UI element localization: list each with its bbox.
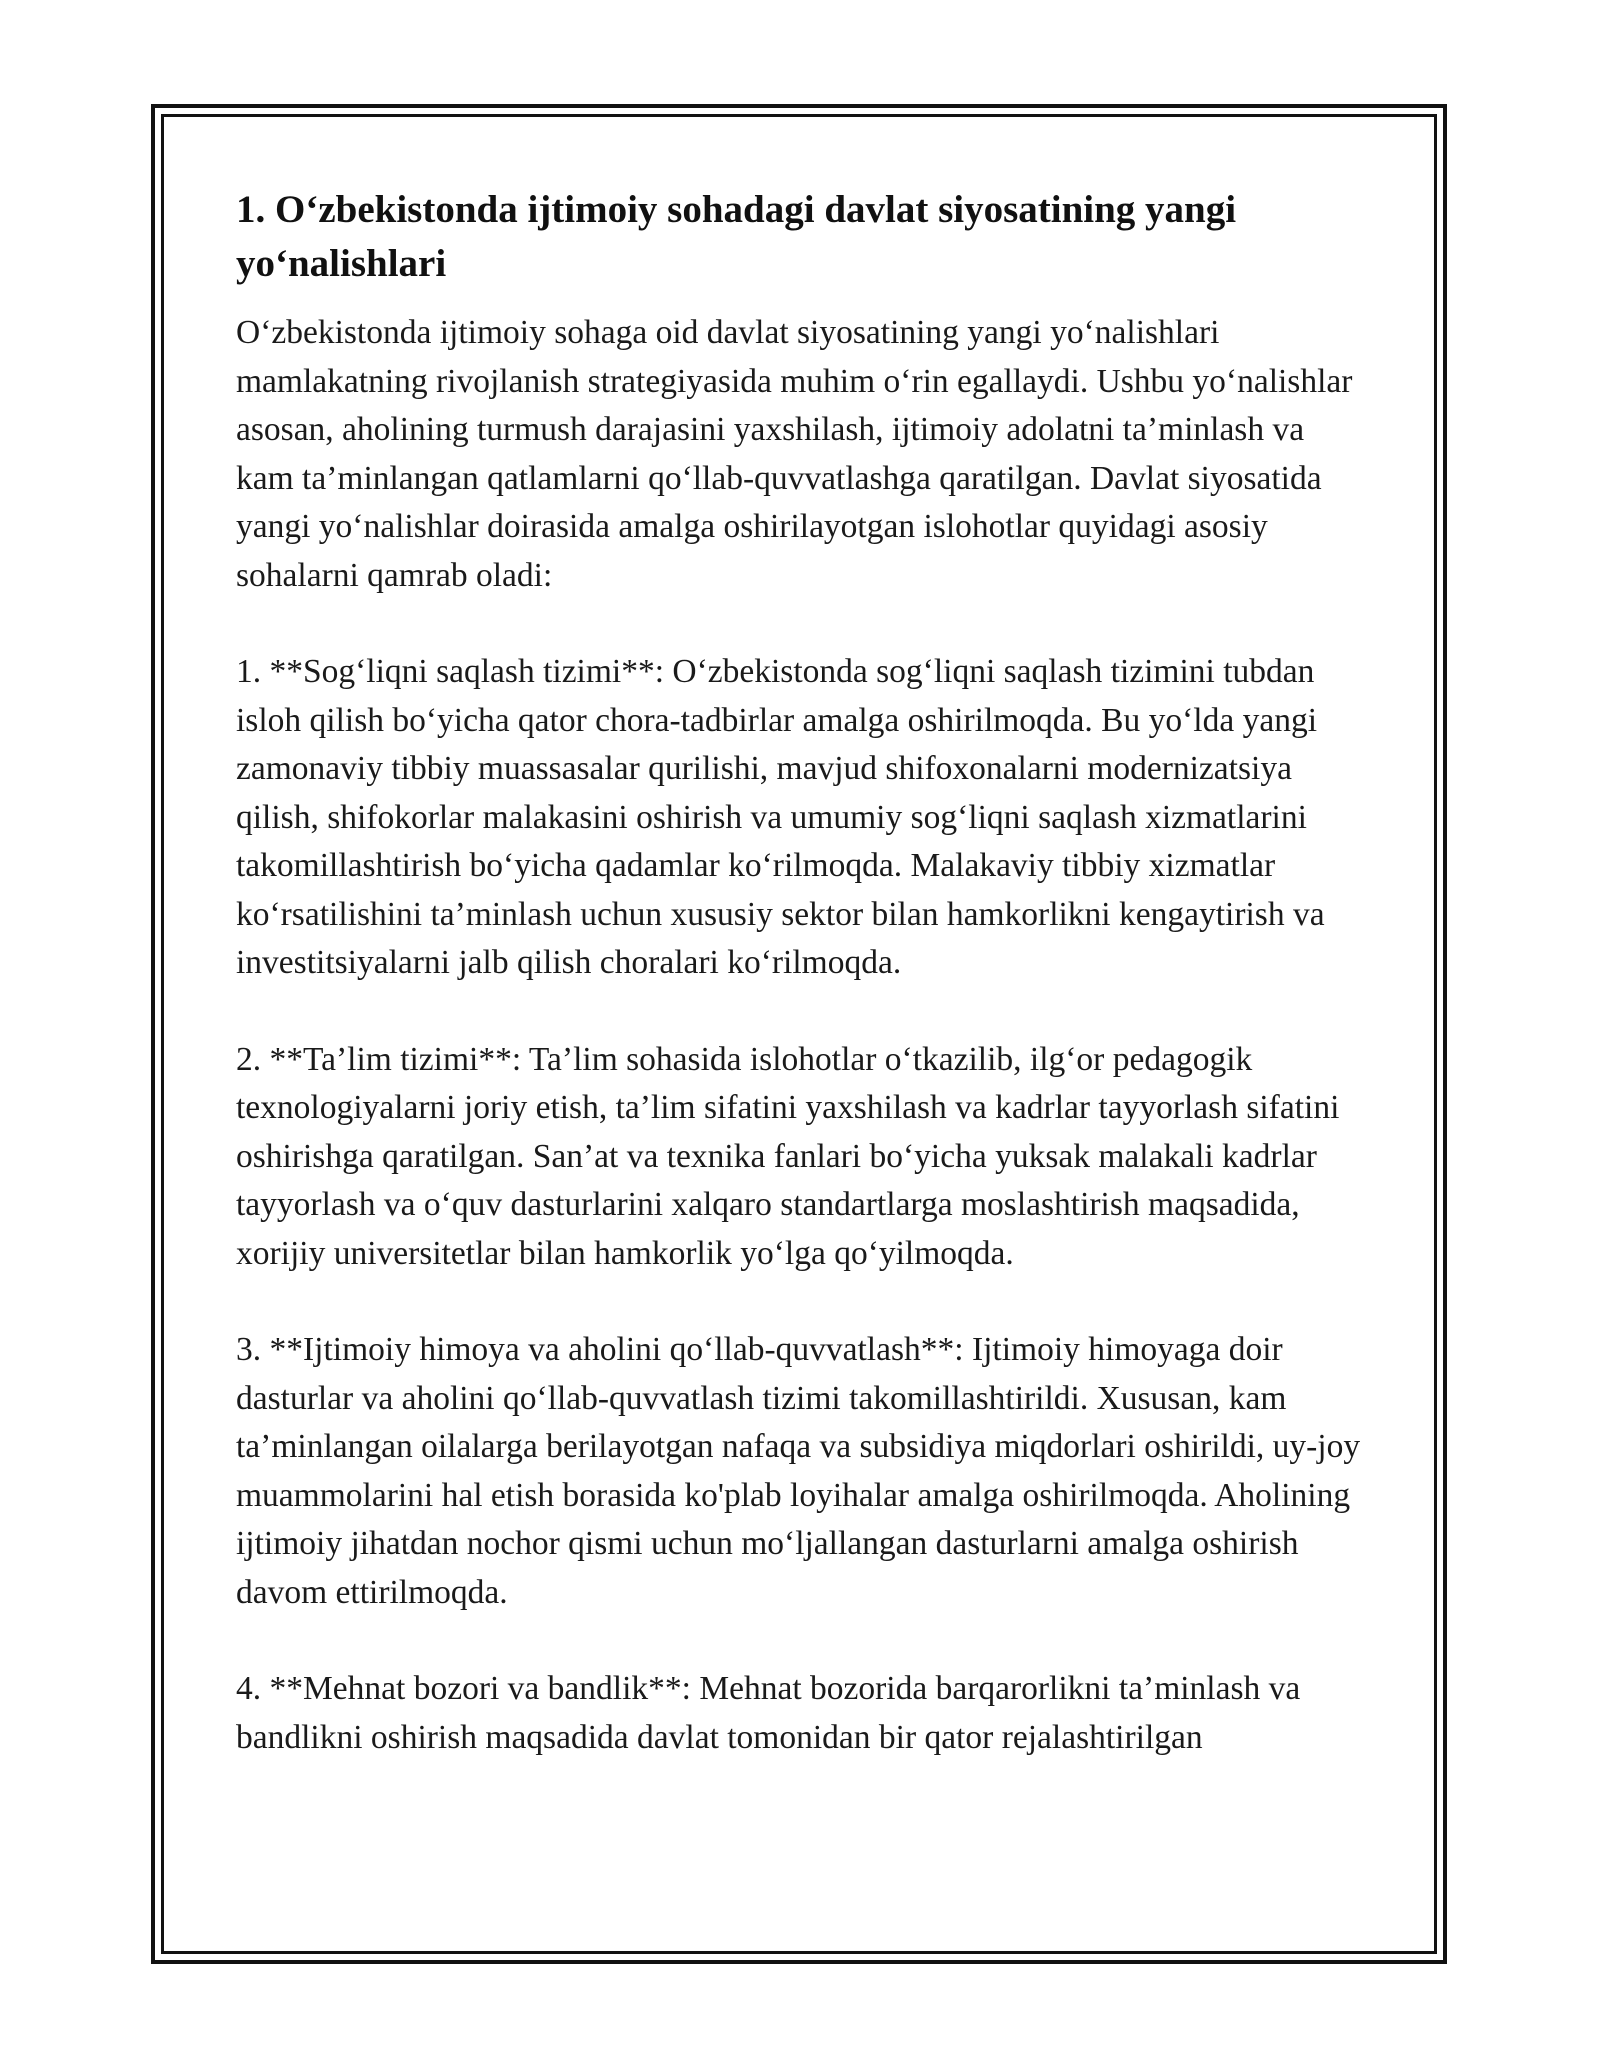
document-body bbox=[236, 183, 1366, 1762]
paragraph-healthcare: 1. **Sog‘liqni saqlash tizimi**: O‘zbekistonda sog‘liqni saqlash tizimini tubdan isloh qilish bo‘yicha qator chora-tadbirlar amalga oshirilmoqda. Bu yo‘lda yangi zamonaviy tibbiy muassasalar qurilishi, mavjud shifoxonalarni modernizatsiya qilish, shifokorlar malakasini oshirish va umumiy sog‘liqni saqlash xizmatlarini takomillashtirish bo‘yicha qadamlar ko‘rilmoqda. Malakaviy tibbiy xizmatlar ko‘rsatilishini ta’minlash uchun xususiy sektor bilan hamkorlikni kengaytirish va investitsiyalarni jalb qilish choralari ko‘rilmoqda. bbox=[236, 653, 1325, 981]
section-heading: 1. O‘zbekistonda ijtimoiy sohadagi davlat siyosatining yangi yo‘nalishlari bbox=[236, 188, 1237, 285]
paragraph-social-protection: 3. **Ijtimoiy himoya va aholini qo‘llab-quvvatlash**: Ijtimoiy himoyaga doir dasturlar va aholini qo‘llab-quvvatlash tizimi takomillashtirildi. Xususan, kam ta’minlangan oilalarga berilayotgan nafaqa va subsidiya miqdorlari oshirildi, uy-joy muammolarini hal etish borasida ko'plab loyihalar amalga oshirilmoqda. Aholining ijtimoiy jihatdan nochor qismi uchun mo‘ljallangan dasturlarni amalga oshirish davom ettirilmoqda. bbox=[236, 1331, 1361, 1611]
paragraph-labor-market: 4. **Mehnat bozori va bandlik**: Mehnat bozorida barqarorlikni ta’minlash va bandlikni oshirish maqsadida davlat tomonidan bir qator rejalashtirilgan bbox=[236, 1670, 1301, 1756]
paragraph-education: 2. **Ta’lim tizimi**: Ta’lim sohasida islohotlar o‘tkazilib, ilg‘or pedagogik texnologiyalarni joriy etish, ta’lim sifatini yaxshilash va kadrlar tayyorlash sifatini oshirishga qaratilgan. San’at va texnika fanlari bo‘yicha yuksak malakali kadrlar tayyorlash va o‘quv dasturlarini xalqaro standartlarga moslashtirish maqsadida, xorijiy universitetlar bilan hamkorlik yo‘lga qo‘yilmoqda. bbox=[236, 1040, 1340, 1272]
intro-paragraph: O‘zbekistonda ijtimoiy sohaga oid davlat siyosatining yangi yo‘nalishlari mamlakatning rivojlanish strategiyasida muhim o‘rin egallaydi. Ushbu yo‘nalishlar asosan, aholining turmush darajasini yaxshilash, ijtimoiy adolatni ta’minlash va kam ta’minlangan qatlamlarni qo‘llab-quvvatlashga qaratilgan. Davlat siyosatida yangi yo‘nalishlar doirasida amalga oshirilayotgan islohotlar quyidagi asosiy sohalarni qamrab oladi: bbox=[236, 314, 1353, 594]
